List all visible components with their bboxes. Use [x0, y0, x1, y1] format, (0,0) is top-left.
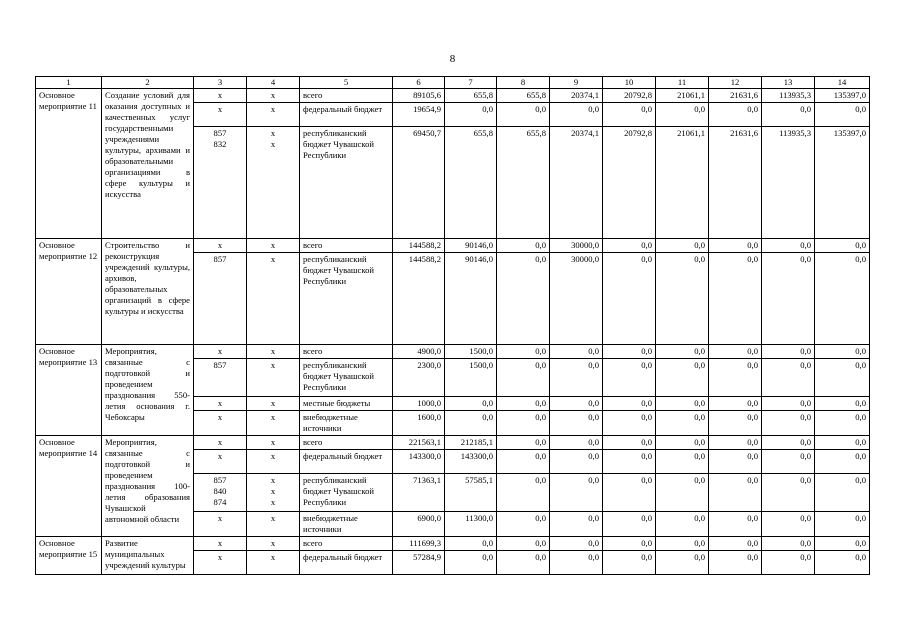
funding-value: 30000,0	[550, 239, 603, 253]
grbs-code: 857	[194, 359, 247, 397]
grbs-code: 857	[194, 253, 247, 345]
funding-value: 0,0	[709, 253, 762, 345]
measure-name: Основное мероприятие 11	[36, 89, 102, 239]
funding-source: всего	[300, 89, 393, 103]
funding-value: 0,0	[550, 551, 603, 575]
funding-value: 0,0	[603, 474, 656, 512]
classification-code: х	[247, 551, 300, 575]
column-number: 5	[300, 77, 393, 89]
funding-value: 0,0	[762, 474, 815, 512]
funding-value: 0,0	[603, 450, 656, 474]
funding-value: 71363,1	[393, 474, 445, 512]
funding-value: 221563,1	[393, 436, 445, 450]
column-number: 7	[445, 77, 497, 89]
funding-source: федеральный бюджет	[300, 551, 393, 575]
funding-value: 0,0	[656, 411, 709, 436]
funding-value: 57585,1	[445, 474, 497, 512]
funding-value: 0,0	[762, 450, 815, 474]
funding-value: 143300,0	[393, 450, 445, 474]
funding-value: 0,0	[656, 436, 709, 450]
funding-value: 0,0	[656, 537, 709, 551]
funding-value: 113935,3	[762, 89, 815, 103]
funding-value: 0,0	[550, 436, 603, 450]
funding-value: 0,0	[603, 436, 656, 450]
funding-source: местные бюджеты	[300, 397, 393, 411]
funding-value: 655,8	[497, 89, 550, 103]
funding-value: 20792,8	[603, 89, 656, 103]
funding-value: 0,0	[815, 345, 870, 359]
funding-value: 0,0	[709, 411, 762, 436]
grbs-code: х	[194, 537, 247, 551]
classification-code: х	[247, 397, 300, 411]
funding-value: 0,0	[762, 397, 815, 411]
funding-value: 655,8	[445, 89, 497, 103]
column-number: 9	[550, 77, 603, 89]
measure-title: Строительство и реконструкция учреждений культуры, архивов, образовательных организаций в сфере культуры и искусства	[102, 239, 194, 345]
column-number: 3	[194, 77, 247, 89]
funding-value: 0,0	[762, 436, 815, 450]
grbs-code: х	[194, 239, 247, 253]
funding-value: 0,0	[603, 537, 656, 551]
funding-value: 1500,0	[445, 359, 497, 397]
funding-source: всего	[300, 239, 393, 253]
table-row	[36, 345, 870, 359]
funding-value: 21631,6	[709, 127, 762, 239]
funding-value: 0,0	[815, 474, 870, 512]
funding-value: 0,0	[709, 239, 762, 253]
funding-value: 0,0	[497, 345, 550, 359]
funding-value: 0,0	[550, 474, 603, 512]
funding-value: 90146,0	[445, 239, 497, 253]
funding-value: 655,8	[445, 127, 497, 239]
funding-value: 0,0	[445, 103, 497, 127]
funding-value: 0,0	[603, 512, 656, 537]
funding-source: всего	[300, 345, 393, 359]
grbs-code: х	[194, 103, 247, 127]
column-number-row	[36, 77, 870, 89]
funding-value: 21061,1	[656, 127, 709, 239]
funding-value: 1000,0	[393, 397, 445, 411]
funding-value: 0,0	[550, 103, 603, 127]
measure-name: Основное мероприятие 14	[36, 436, 102, 537]
funding-value: 0,0	[445, 411, 497, 436]
classification-code: х	[247, 359, 300, 397]
table-row	[36, 537, 870, 551]
funding-value: 19654,9	[393, 103, 445, 127]
grbs-code: х	[194, 436, 247, 450]
funding-value: 0,0	[445, 397, 497, 411]
classification-code: х	[247, 103, 300, 127]
grbs-code: х	[194, 397, 247, 411]
funding-value: 1500,0	[445, 345, 497, 359]
table-row	[36, 239, 870, 253]
measure-title: Мероприятия, связанные с подготовкой и проведением празднования 550-летия основания г. Чебоксары	[102, 345, 194, 436]
funding-value: 0,0	[550, 397, 603, 411]
funding-value: 0,0	[497, 397, 550, 411]
grbs-code: х	[194, 512, 247, 537]
classification-code: х	[247, 537, 300, 551]
column-number: 13	[762, 77, 815, 89]
funding-value: 0,0	[815, 551, 870, 575]
grbs-code: х	[194, 551, 247, 575]
funding-value: 0,0	[445, 551, 497, 575]
funding-value: 21631,6	[709, 89, 762, 103]
funding-value: 143300,0	[445, 450, 497, 474]
funding-value: 0,0	[497, 450, 550, 474]
measure-title: Мероприятия, связанные с подготовкой и проведением празднования 100-летия образования Чувашской автономной области	[102, 436, 194, 537]
funding-value: 0,0	[550, 450, 603, 474]
funding-value: 0,0	[762, 411, 815, 436]
funding-value: 0,0	[815, 537, 870, 551]
funding-value: 0,0	[550, 512, 603, 537]
funding-value: 0,0	[497, 474, 550, 512]
funding-value: 0,0	[709, 551, 762, 575]
funding-value: 0,0	[550, 411, 603, 436]
classification-code: х	[247, 436, 300, 450]
funding-value: 0,0	[762, 239, 815, 253]
column-number: 14	[815, 77, 870, 89]
funding-value: 0,0	[497, 239, 550, 253]
funding-value: 135397,0	[815, 89, 870, 103]
page-number: 8	[449, 53, 456, 65]
funding-value: 144588,2	[393, 253, 445, 345]
classification-code: х х	[247, 127, 300, 239]
funding-value: 89105,6	[393, 89, 445, 103]
funding-value: 0,0	[603, 411, 656, 436]
funding-value: 0,0	[815, 411, 870, 436]
funding-value: 0,0	[815, 103, 870, 127]
funding-value: 6900,0	[393, 512, 445, 537]
funding-value: 0,0	[762, 253, 815, 345]
funding-source: республиканский бюджет Чувашской Республики	[300, 474, 393, 512]
funding-value: 0,0	[709, 436, 762, 450]
funding-value: 0,0	[497, 512, 550, 537]
funding-value: 0,0	[709, 359, 762, 397]
classification-code: х	[247, 411, 300, 436]
classification-code: х	[247, 450, 300, 474]
grbs-code: х	[194, 89, 247, 103]
funding-value: 0,0	[815, 253, 870, 345]
funding-value: 0,0	[815, 450, 870, 474]
budget-table	[35, 76, 870, 575]
funding-value: 0,0	[656, 397, 709, 411]
funding-source: федеральный бюджет	[300, 450, 393, 474]
column-number: 10	[603, 77, 656, 89]
funding-value: 0,0	[815, 512, 870, 537]
measure-name: Основное мероприятие 15	[36, 537, 102, 575]
funding-value: 21061,1	[656, 89, 709, 103]
measure-name: Основное мероприятие 13	[36, 345, 102, 436]
funding-value: 0,0	[815, 239, 870, 253]
funding-value: 69450,7	[393, 127, 445, 239]
funding-value: 0,0	[709, 450, 762, 474]
funding-value: 0,0	[656, 551, 709, 575]
table-row	[36, 436, 870, 450]
funding-value: 0,0	[762, 512, 815, 537]
funding-source: внебюджетные источники	[300, 411, 393, 436]
classification-code: х	[247, 345, 300, 359]
funding-source: республиканский бюджет Чувашской Республики	[300, 127, 393, 239]
funding-source: федеральный бюджет	[300, 103, 393, 127]
funding-value: 20374,1	[550, 127, 603, 239]
table-body	[36, 89, 870, 575]
funding-value: 0,0	[550, 359, 603, 397]
column-number: 6	[393, 77, 445, 89]
funding-value: 0,0	[709, 397, 762, 411]
funding-value: 0,0	[709, 345, 762, 359]
funding-value: 20792,8	[603, 127, 656, 239]
funding-value: 0,0	[497, 359, 550, 397]
funding-source: всего	[300, 436, 393, 450]
funding-value: 0,0	[497, 436, 550, 450]
classification-code: х	[247, 89, 300, 103]
funding-value: 57284,9	[393, 551, 445, 575]
grbs-code: х	[194, 411, 247, 436]
funding-value: 144588,2	[393, 239, 445, 253]
funding-value: 2300,0	[393, 359, 445, 397]
funding-value: 20374,1	[550, 89, 603, 103]
classification-code: х	[247, 253, 300, 345]
funding-value: 1600,0	[393, 411, 445, 436]
funding-value: 0,0	[709, 103, 762, 127]
classification-code: х	[247, 512, 300, 537]
funding-value: 0,0	[709, 512, 762, 537]
funding-value: 11300,0	[445, 512, 497, 537]
funding-value: 0,0	[656, 253, 709, 345]
funding-value: 0,0	[603, 103, 656, 127]
column-number: 1	[36, 77, 102, 89]
funding-value: 0,0	[656, 239, 709, 253]
funding-value: 0,0	[497, 103, 550, 127]
funding-value: 0,0	[603, 253, 656, 345]
funding-value: 0,0	[656, 474, 709, 512]
funding-source: всего	[300, 537, 393, 551]
funding-value: 0,0	[815, 436, 870, 450]
funding-value: 0,0	[762, 551, 815, 575]
funding-value: 4900,0	[393, 345, 445, 359]
funding-value: 0,0	[603, 397, 656, 411]
measure-name: Основное мероприятие 12	[36, 239, 102, 345]
funding-value: 0,0	[497, 253, 550, 345]
funding-value: 0,0	[603, 359, 656, 397]
funding-value: 0,0	[445, 537, 497, 551]
funding-value: 0,0	[497, 537, 550, 551]
measure-title: Развитие муниципальных учреждений культуры	[102, 537, 194, 575]
funding-value: 0,0	[656, 450, 709, 474]
funding-value: 0,0	[709, 474, 762, 512]
funding-value: 0,0	[762, 359, 815, 397]
funding-value: 0,0	[656, 345, 709, 359]
column-number: 11	[656, 77, 709, 89]
funding-value: 0,0	[603, 551, 656, 575]
table-row	[36, 89, 870, 103]
funding-value: 0,0	[762, 103, 815, 127]
funding-value: 0,0	[497, 551, 550, 575]
column-number: 4	[247, 77, 300, 89]
funding-value: 0,0	[603, 239, 656, 253]
funding-value: 135397,0	[815, 127, 870, 239]
column-number: 12	[709, 77, 762, 89]
funding-value: 0,0	[550, 537, 603, 551]
funding-value: 0,0	[656, 359, 709, 397]
column-number: 2	[102, 77, 194, 89]
funding-value: 90146,0	[445, 253, 497, 345]
funding-value: 0,0	[709, 537, 762, 551]
funding-value: 655,8	[497, 127, 550, 239]
funding-value: 111699,3	[393, 537, 445, 551]
funding-value: 0,0	[815, 359, 870, 397]
funding-source: республиканский бюджет Чувашской Республики	[300, 359, 393, 397]
funding-value: 0,0	[656, 103, 709, 127]
funding-value: 0,0	[550, 345, 603, 359]
column-number: 8	[497, 77, 550, 89]
funding-value: 30000,0	[550, 253, 603, 345]
funding-value: 0,0	[497, 411, 550, 436]
funding-value: 113935,3	[762, 127, 815, 239]
funding-source: республиканский бюджет Чувашской Республики	[300, 253, 393, 345]
classification-code: х	[247, 239, 300, 253]
funding-value: 0,0	[762, 537, 815, 551]
funding-value: 0,0	[762, 345, 815, 359]
funding-value: 212185,1	[445, 436, 497, 450]
funding-value: 0,0	[815, 397, 870, 411]
funding-source: внебюджетные источники	[300, 512, 393, 537]
funding-value: 0,0	[656, 512, 709, 537]
classification-code: х х х	[247, 474, 300, 512]
measure-title: Создание условий для оказания доступных и качественных услуг государственными учреждениями культуры, архивами и образовательными организациями в сфере культуры и искусства	[102, 89, 194, 239]
grbs-code: 857 832	[194, 127, 247, 239]
grbs-code: х	[194, 450, 247, 474]
grbs-code: 857 840 874	[194, 474, 247, 512]
funding-value: 0,0	[603, 345, 656, 359]
grbs-code: х	[194, 345, 247, 359]
